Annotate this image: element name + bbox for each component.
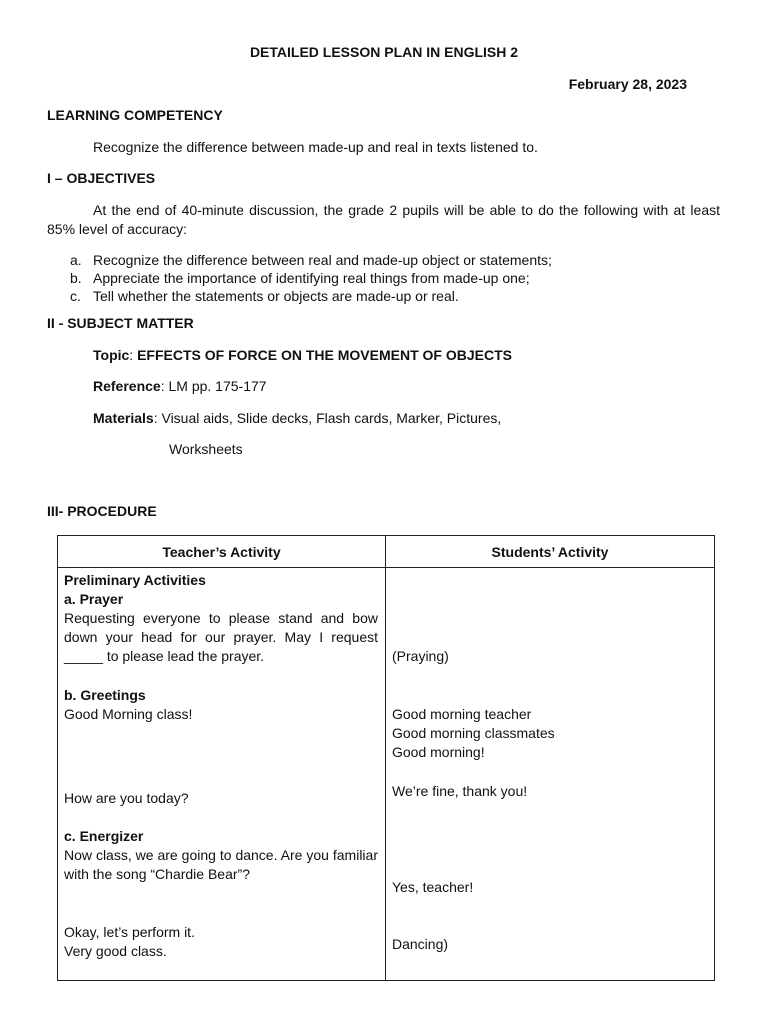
- energizer-text: Now class, we are going to dance. Are you familiar with the song “Chardie Bear”?: [64, 847, 378, 882]
- competency-text: Recognize the difference between made-up and real in texts listened to.: [93, 139, 538, 155]
- energizer-heading: c. Energizer: [64, 828, 144, 844]
- reference-line: Reference: LM pp. 175-177: [93, 378, 267, 394]
- teacher-activity-cell: [58, 568, 386, 981]
- objective-marker: a.: [70, 252, 82, 268]
- yes-reply: Yes, teacher!: [392, 879, 474, 895]
- how-are-you-text: How are you today?: [64, 790, 189, 806]
- document-title: DETAILED LESSON PLAN IN ENGLISH 2: [249, 44, 519, 60]
- greetings-text: Good Morning class!: [64, 706, 193, 722]
- competency-heading: LEARNING COMPETENCY: [47, 107, 223, 123]
- greetings-heading: b. Greetings: [64, 687, 146, 703]
- fine-reply: We’re fine, thank you!: [392, 783, 528, 799]
- reference-value: LM pp. 175-177: [168, 378, 267, 394]
- table-header-row: [58, 536, 715, 568]
- table-row: [58, 568, 715, 981]
- objective-marker: b.: [70, 270, 82, 286]
- materials-value: Visual aids, Slide decks, Flash cards, Marker, Pictures,: [161, 410, 502, 426]
- teacher-activity-header: Teacher’s Activity: [58, 536, 386, 568]
- objective-marker: c.: [70, 288, 81, 304]
- prayer-heading: a. Prayer: [64, 591, 124, 607]
- perform-text: Okay, let’s perform it.: [64, 924, 195, 940]
- preliminary-heading: Preliminary Activities: [64, 572, 206, 588]
- greeting-reply-3: Good morning!: [392, 744, 485, 760]
- materials-line: Materials: Visual aids, Slide decks, Flash cards, Marker, Pictures,: [93, 410, 502, 426]
- procedure-table: [57, 535, 715, 981]
- objective-item: [70, 288, 459, 304]
- topic-label: Topic: [93, 347, 130, 363]
- greeting-reply-1: Good morning teacher: [392, 706, 532, 722]
- objective-text: Appreciate the importance of identifying real things from made-up one;: [93, 270, 530, 286]
- students-activity-header: Students’ Activity: [386, 536, 715, 568]
- objective-text: Tell whether the statements or objects are made-up or real.: [93, 288, 459, 304]
- objective-item: [70, 270, 530, 286]
- students-activity-cell: [386, 568, 715, 981]
- objectives-intro: At the end of 40-minute discussion, the grade 2 pupils will be able to do the following with at least 85% level of accuracy:: [47, 202, 720, 237]
- objectives-heading: I – OBJECTIVES: [47, 170, 156, 186]
- praying-text: (Praying): [392, 648, 449, 664]
- objective-text: Recognize the difference between real and made-up object or statements;: [93, 252, 552, 268]
- reference-label: Reference: [93, 378, 161, 394]
- objective-item: [70, 252, 552, 268]
- topic-value: EFFECTS OF FORCE ON THE MOVEMENT OF OBJECTS: [137, 347, 512, 363]
- prayer-text: Requesting everyone to please stand and bow down your head for our prayer. May I request _____ to please lead the prayer.: [64, 610, 378, 664]
- lesson-date: February 28, 2023: [568, 76, 687, 92]
- materials-value-continued: Worksheets: [169, 441, 243, 457]
- materials-label: Materials: [93, 410, 154, 426]
- procedure-heading: III- PROCEDURE: [47, 503, 157, 519]
- very-good-text: Very good class.: [64, 943, 167, 959]
- subject-matter-heading: II - SUBJECT MATTER: [47, 315, 194, 331]
- greeting-reply-2: Good morning classmates: [392, 725, 555, 741]
- dancing-text: Dancing): [392, 936, 449, 952]
- topic-line: Topic: EFFECTS OF FORCE ON THE MOVEMENT OF OBJECTS: [93, 347, 512, 363]
